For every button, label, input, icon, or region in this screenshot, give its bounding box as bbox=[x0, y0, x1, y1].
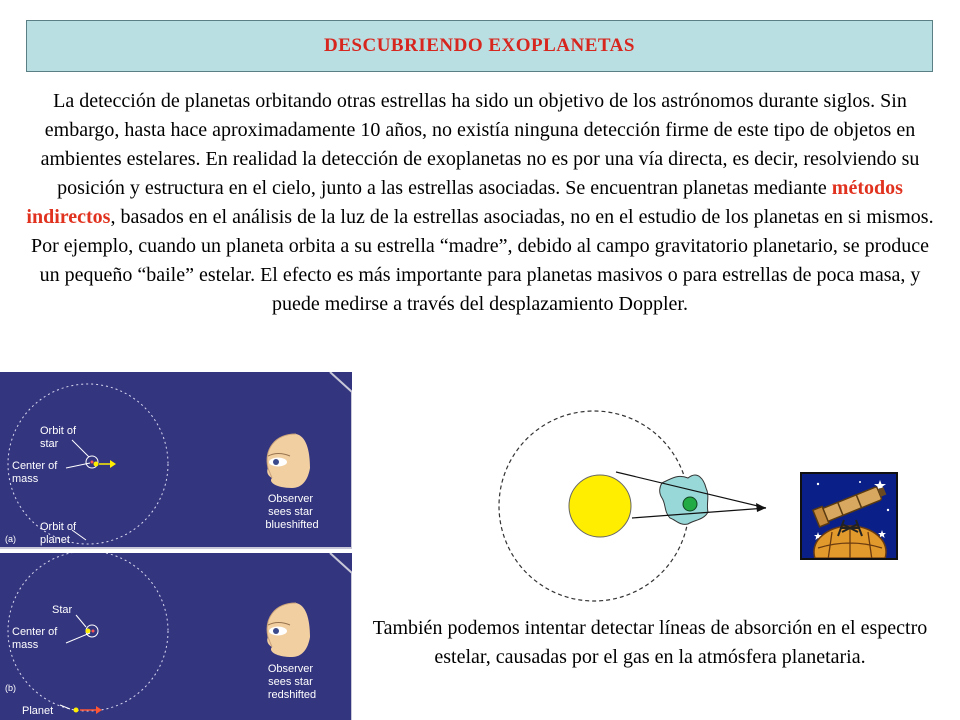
planet-circle bbox=[683, 497, 697, 511]
orbit-of-star-label: Orbit of star bbox=[40, 425, 77, 450]
intro-text-end: , basados en el análisis de la luz de la estrellas asociadas, no en el estudio de los planetas en si mismos. Por ejemplo, cuando un planeta orbita a su estrella “madre”, debido al campo gravitatorio planetario, se produce un pequeño “baile” estelar. El efecto es más importante para planetas masivos o para estrellas de poca masa, y puede medirse a través del desplazamiento Doppler. bbox=[31, 206, 934, 315]
ray-arrowhead bbox=[756, 503, 766, 512]
planet-label: Planet bbox=[22, 705, 54, 717]
observer-label-a: Observer sees star blueshifted bbox=[265, 493, 319, 531]
planet-dot bbox=[74, 708, 79, 713]
center-of-mass-dot-b bbox=[92, 630, 95, 633]
center-of-mass-label-a: Center of mass bbox=[12, 460, 58, 485]
intro-text-start: La detección de planetas orbitando otras estrellas ha sido un objetivo de los astrónomos durante siglos. Sin embargo, hasta hace aproximadamente 10 años, no existía ninguna detección firme de este tipo de objetos en ambientes estelares. En realidad la detección de exoplanetas no es por una vía directa, es decir, resolviendo su posición y estructura en el cielo, junto a las estrellas asociadas. Se encuentran planetas mediante bbox=[40, 90, 920, 199]
panel-b-label: (b) bbox=[5, 683, 16, 693]
intro-highlight: métodos indirectos bbox=[26, 177, 903, 228]
telescope-icon bbox=[800, 472, 898, 560]
observer-label-b: Observer sees star redshifted bbox=[267, 663, 317, 701]
orbit-of-planet-label: Orbit of planet bbox=[40, 521, 77, 546]
star-dot bbox=[94, 462, 99, 467]
sun-circle bbox=[569, 475, 631, 537]
transit-diagram bbox=[494, 408, 784, 608]
panel-a-label: (a) bbox=[5, 534, 16, 544]
center-of-mass-dot bbox=[91, 461, 94, 464]
observer-face-icon-a bbox=[267, 434, 310, 488]
intro-paragraph bbox=[22, 87, 938, 319]
star-label: Star bbox=[52, 604, 73, 616]
title-banner bbox=[26, 20, 933, 72]
doppler-panel-blueshift bbox=[0, 372, 352, 549]
page-title: DESCUBRIENDO EXOPLANETAS bbox=[324, 35, 635, 56]
observer-face-icon-b bbox=[267, 603, 310, 657]
bottom-paragraph: También podemos intentar detectar líneas de absorción en el espectro estelar, causadas por el gas en la atmósfera planetaria. bbox=[372, 617, 928, 668]
center-of-mass-label-b: Center of mass bbox=[12, 626, 58, 651]
doppler-panel-redshift bbox=[0, 553, 352, 720]
